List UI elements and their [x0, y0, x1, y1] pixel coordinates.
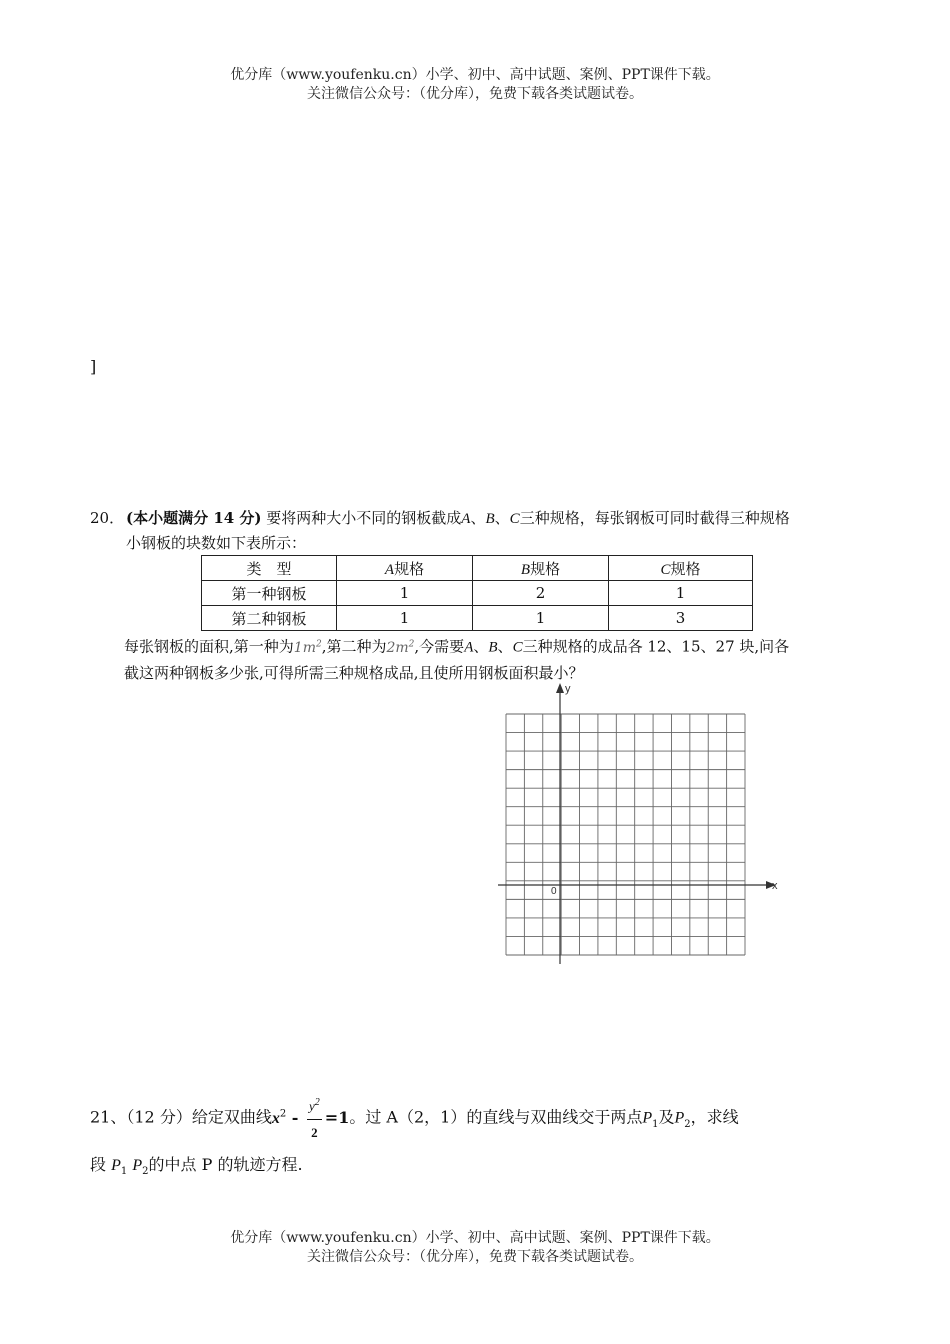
table-cell: 第二种钢板 — [202, 606, 337, 631]
eq-minus: - — [286, 1107, 304, 1127]
area-first-value: 1m — [293, 639, 316, 656]
table-header-c — [609, 556, 753, 581]
header-line-1: 优分库（www.youfenku.cn）小学、初中、高中试题、案例、PPT课件下载。 — [230, 67, 720, 83]
q20-intro-text-b: 三种规格，每张钢板可同时截得三种规格 — [519, 509, 790, 527]
q20-score: (本小题满分 14 分) — [126, 509, 262, 527]
q21-text-c: 及 — [658, 1107, 675, 1127]
point-p2-sub: 2 — [684, 1118, 691, 1130]
header-b-letter: B — [520, 561, 531, 578]
grid-lines — [506, 714, 745, 955]
q20-intro: 20． (本小题满分 14 分) 要将两种大小不同的钢板截成A、B、C三种规格，每张钢板可同时截得三种规格 — [90, 506, 865, 531]
spec-letter-c-2: C — [512, 639, 523, 656]
x-axis-label: x — [772, 880, 778, 892]
segment-p1-sub: 1 — [120, 1166, 128, 1178]
table-header-a — [337, 556, 473, 581]
origin-label: 0 — [551, 886, 557, 897]
table-row — [202, 581, 753, 606]
spec-letter-b-2: B — [488, 639, 498, 656]
area-first-exp: 2 — [315, 639, 322, 649]
point-p2: P — [674, 1109, 685, 1127]
eq-num-y: y — [309, 1098, 315, 1114]
table-cell: 3 — [609, 606, 753, 631]
header-a-suffix: 规格 — [394, 559, 425, 578]
eq-rhs: =1 — [324, 1107, 350, 1127]
header-b-suffix: 规格 — [530, 559, 561, 578]
area-second-exp: 2 — [408, 639, 415, 649]
spec-letter-c: C — [509, 511, 520, 527]
y-axis-arrow-icon — [556, 683, 564, 693]
table-cell: 1 — [337, 606, 473, 631]
eq-denominator: 2 — [311, 1125, 318, 1141]
point-p1: P — [642, 1109, 653, 1127]
table-cell: 第一种钢板 — [202, 581, 337, 606]
header-c-suffix: 规格 — [670, 559, 701, 578]
area-text-post-b: 三种规格的成品各 12、15、27 块,问各 — [522, 637, 790, 656]
segment-p2: P — [132, 1157, 143, 1175]
q21-text-b: 。过 A（2，1）的直线与双曲线交于两点 — [349, 1107, 643, 1127]
q21-line-1 — [90, 1090, 870, 1146]
spec-letter-b: B — [485, 511, 495, 527]
area-second-value: 2m — [386, 639, 409, 656]
spec-letter-a-2: A — [464, 639, 474, 656]
table-cell: 1 — [473, 606, 609, 631]
footer-line-2: 关注微信公众号：（优分库），免费下载各类试题试卷。 — [307, 1249, 643, 1265]
eq-numerator: $y^2$ — [307, 1090, 322, 1120]
table-cell: 2 — [473, 581, 609, 606]
eq-fraction — [307, 1090, 322, 1146]
q20-area-line-2: 截这两种钢板多少张,可得所需三种规格成品,且使所用钢板面积最小？ — [124, 663, 584, 682]
table-cell: 1 — [609, 581, 753, 606]
page-header — [0, 66, 950, 104]
footer-line-1: 优分库（www.youfenku.cn）小学、初中、高中试题、案例、PPT课件下载。 — [230, 1230, 720, 1246]
q21-number: 21、 — [90, 1107, 127, 1127]
table-header-type: 类 型 — [202, 556, 337, 581]
eq-x: x — [271, 1109, 280, 1127]
area-second — [386, 640, 414, 656]
q20-area-line-1: 每张钢板的面积,第一种为$1m^2$,第二种为$2m^2$,今需要A、B、C三种规格的成品各 12、15、27 块,问各 — [124, 637, 790, 656]
segment-p2-sub: 2 — [142, 1166, 149, 1178]
q21-score: （12 分） — [126, 1107, 192, 1127]
area-text-pre: 每张钢板的面积,第一种为 — [124, 637, 294, 656]
area-text-post-a: ,今需要 — [414, 637, 465, 656]
q20-number: 20． — [90, 509, 125, 527]
steel-spec-table — [201, 555, 753, 631]
q20-area-paragraph — [124, 632, 864, 686]
table-row — [202, 606, 753, 631]
page-footer — [0, 1229, 950, 1267]
hyperbola-equation: $x^2$ - $\frac{y^2}{2}$ =1 — [272, 1108, 349, 1127]
question-21 — [90, 1090, 870, 1186]
q20-intro-line-2: 小钢板的块数如下表所示： — [126, 534, 307, 552]
coordinate-grid — [494, 680, 784, 970]
table-header-row — [202, 556, 753, 581]
table-header-b — [473, 556, 609, 581]
y-axis-label: y — [565, 683, 571, 695]
question-20 — [90, 506, 865, 555]
header-a-letter: A — [384, 561, 395, 578]
q21-line-2 — [90, 1152, 870, 1185]
header-line-2: 关注微信公众号：（优分库），免费下载各类试题试卷。 — [307, 86, 643, 102]
area-text-mid: ,第二种为 — [321, 637, 387, 656]
q21-text-d: ，求线 — [690, 1107, 739, 1127]
stray-bracket: ] — [90, 357, 97, 376]
area-first — [294, 640, 322, 656]
spec-letter-a: A — [461, 511, 471, 527]
point-p1-sub: 1 — [652, 1118, 659, 1130]
q21-line2-pre: 段 — [90, 1155, 107, 1175]
q21-text-a: 给定双曲线 — [191, 1107, 272, 1127]
header-c-letter: C — [660, 561, 671, 578]
table-cell: 1 — [337, 581, 473, 606]
q20-intro-text-a: 要将两种大小不同的钢板截成 — [261, 509, 462, 527]
segment-p1: P — [111, 1157, 121, 1175]
q21-line2-post: 的中点 P 的轨迹方程. — [148, 1155, 303, 1175]
